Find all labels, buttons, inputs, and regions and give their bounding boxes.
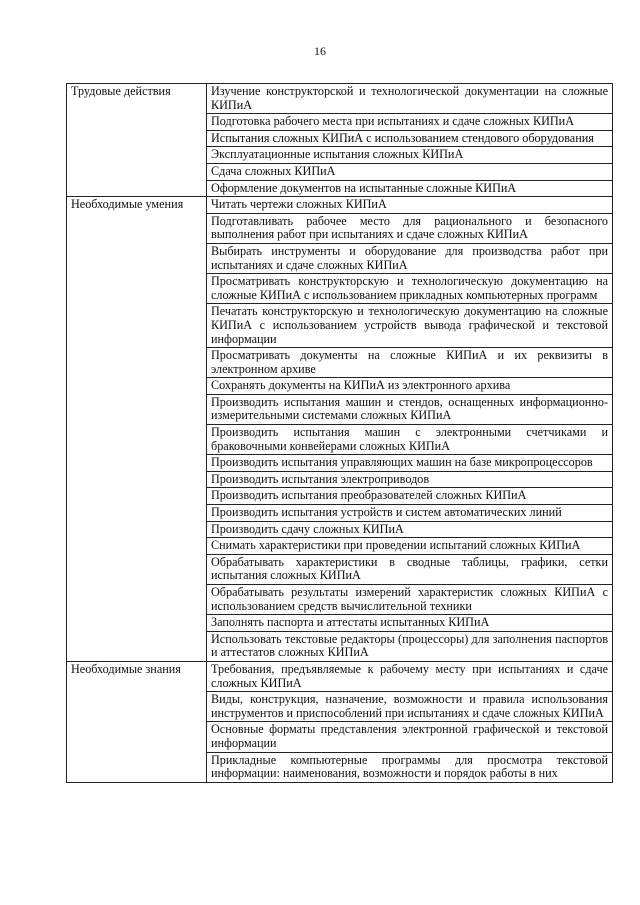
requirement-item: Обрабатывать характеристики в сводные таблицы, графики, сетки испытания сложных КИПиА — [207, 554, 613, 584]
requirement-item: Печатать конструкторскую и технологическую документацию на сложные КИПиА с использованием устройств вывода графической и текстовой информации — [207, 304, 613, 348]
requirement-item: Изучение конструкторской и технологической документации на сложные КИПиА — [207, 84, 613, 114]
requirement-item: Заполнять паспорта и аттестаты испытанных КИПиА — [207, 615, 613, 632]
requirement-item: Производить сдачу сложных КИПиА — [207, 521, 613, 538]
section-title: Необходимые умения — [67, 197, 207, 662]
requirement-item: Читать чертежи сложных КИПиА — [207, 197, 613, 214]
section-title: Необходимые знания — [67, 661, 207, 782]
requirements-table-body — [67, 84, 613, 783]
requirement-item: Производить испытания управляющих машин на базе микропроцессоров — [207, 455, 613, 472]
requirement-item: Подготавливать рабочее место для рационального и безопасного выполнения работ при испытаниях и сдаче сложных КИПиА — [207, 213, 613, 243]
requirement-item: Просматривать документы на сложные КИПиА и их реквизиты в электронном архиве — [207, 348, 613, 378]
requirement-item: Испытания сложных КИПиА с использованием стендового оборудования — [207, 130, 613, 147]
page-number: 16 — [314, 44, 326, 58]
requirement-item: Производить испытания преобразователей сложных КИПиА — [207, 488, 613, 505]
requirement-item: Снимать характеристики при проведении испытаний сложных КИПиА — [207, 538, 613, 555]
requirement-item: Эксплуатационные испытания сложных КИПиА — [207, 147, 613, 164]
requirement-item: Производить испытания электроприводов — [207, 471, 613, 488]
table-row — [67, 197, 613, 214]
requirement-item: Производить испытания устройств и систем автоматических линий — [207, 505, 613, 522]
table-row — [67, 84, 613, 114]
requirements-table — [66, 83, 613, 783]
requirement-item: Обрабатывать результаты измерений характеристик сложных КИПиА с использованием средств вычислительной техники — [207, 585, 613, 615]
requirement-item: Просматривать конструкторскую и технологическую документацию на сложные КИПиА с использованием прикладных компьютерных программ — [207, 274, 613, 304]
requirement-item: Основные форматы представления электронной графической и текстовой информации — [207, 722, 613, 752]
table-row — [67, 661, 613, 691]
requirement-item: Производить испытания машин и стендов, оснащенных информационно-измерительными системами сложных КИПиА — [207, 394, 613, 424]
requirement-item: Оформление документов на испытанные сложные КИПиА — [207, 180, 613, 197]
requirement-item: Производить испытания машин с электронными счетчиками и браковочными конвейерами сложных КИПиА — [207, 425, 613, 455]
requirement-item: Виды, конструкция, назначение, возможности и правила использования инструментов и приспособлений при испытаниях и сдаче сложных КИПиА — [207, 692, 613, 722]
requirement-item: Сдача сложных КИПиА — [207, 163, 613, 180]
requirement-item: Требования, предъявляемые к рабочему месту при испытаниях и сдаче сложных КИПиА — [207, 661, 613, 691]
requirement-item: Прикладные компьютерные программы для просмотра текстовой информации: наименования, возможности и порядок работы в них — [207, 752, 613, 782]
requirement-item: Использовать текстовые редакторы (процессоры) для заполнения паспортов и аттестатов сложных КИПиА — [207, 631, 613, 661]
requirement-item: Подготовка рабочего места при испытаниях и сдаче сложных КИПиА — [207, 114, 613, 131]
requirement-item: Сохранять документы на КИПиА из электронного архива — [207, 378, 613, 395]
requirement-item: Выбирать инструменты и оборудование для производства работ при испытаниях и сдаче сложных КИПиА — [207, 243, 613, 273]
section-title: Трудовые действия — [67, 84, 207, 197]
